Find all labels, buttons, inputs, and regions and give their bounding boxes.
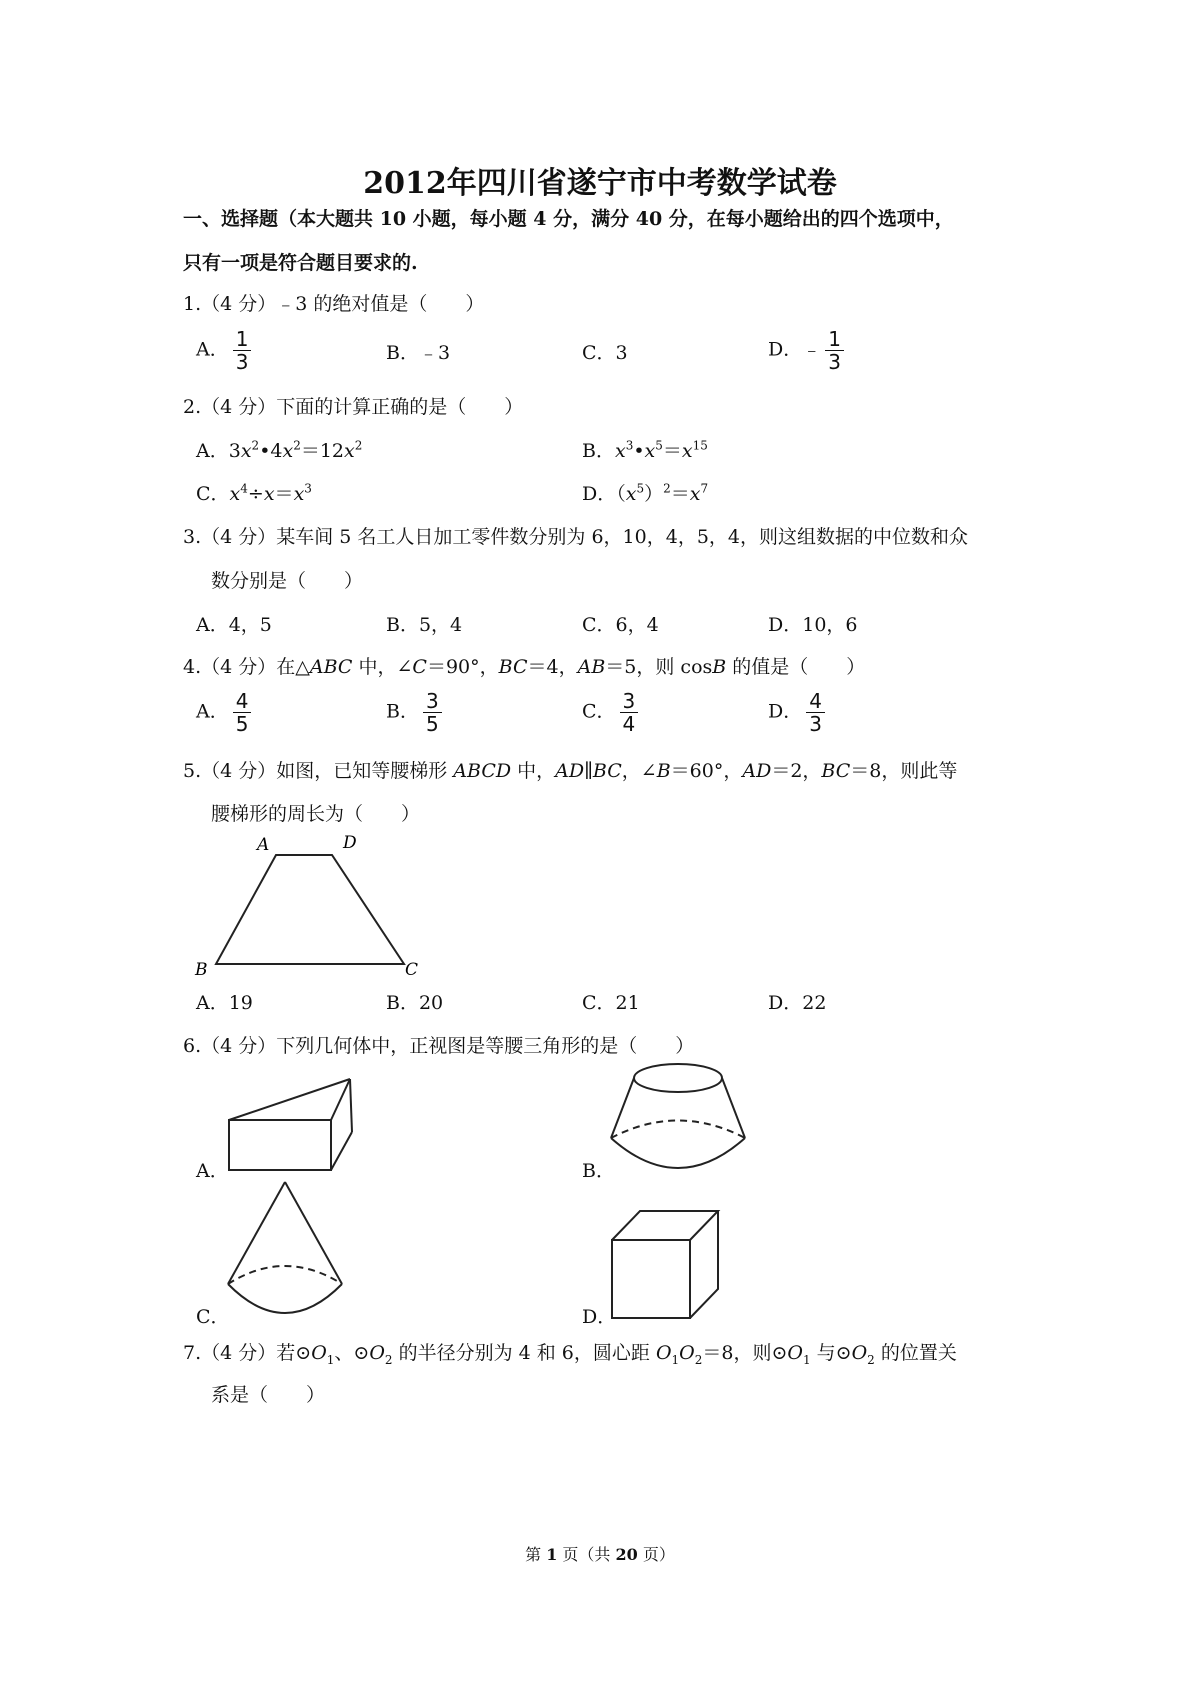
q6-option-a: A．: [196, 1160, 229, 1182]
q7-circle-o: O: [369, 1342, 385, 1364]
q4-stem-part: 的值是（ ）: [726, 656, 866, 678]
q5-option-c: C．21: [582, 992, 640, 1014]
q2-option-c: C．$x^4\div x=x^3$: [196, 481, 312, 505]
q7-subscript: 2: [384, 1352, 393, 1367]
q5-stem-part: ＝60°，: [670, 760, 743, 782]
q2-stem: 2.（4 分）下面的计算正确的是（ ）: [183, 396, 524, 418]
q1-d-den: 3: [828, 350, 841, 374]
q3-option-a: A．4，5: [196, 614, 272, 636]
q5-stem-line1: [183, 756, 957, 783]
q5-stem-part: ，∠: [621, 760, 657, 782]
q7-stem-part: 与⊙: [810, 1342, 852, 1364]
q5-segment-ad: AD: [742, 760, 772, 782]
q5-segment-ad: AD: [555, 760, 585, 782]
q5-option-b: B．20: [386, 992, 444, 1014]
q5-parallel-symbol: ∥: [584, 760, 593, 782]
q7-subscript: 1: [671, 1352, 680, 1367]
q4-segment-ab: AB: [577, 656, 606, 678]
prism-top-edge: [229, 1079, 350, 1120]
q6-figure-a-prism: [225, 1075, 365, 1175]
q7-stem-line1: [183, 1338, 957, 1367]
cone-hidden-arc: [228, 1266, 342, 1284]
q4-d-fraction: [806, 690, 825, 735]
q4-c-den: 4: [622, 712, 636, 736]
q4-a-num: 4: [233, 690, 252, 713]
q3-stem-line1: 3.（4 分）某车间 5 名工人日加工零件数分别为 6，10，4，5，4，则这组数据的中位数和众: [183, 526, 968, 548]
q1-option-a: [196, 328, 251, 373]
section-heading-line2: 只有一项是符合题目要求的.: [183, 252, 418, 274]
trapezoid-shape: [216, 855, 404, 964]
q5-trapezoid-name: ABCD: [453, 760, 512, 782]
q5-stem-part: 中，: [511, 760, 556, 782]
q3-option-d: D．10，6: [768, 614, 858, 636]
q4-a-label: A．: [196, 700, 229, 723]
q6-option-d: D．: [582, 1306, 617, 1328]
q6-figure-d-cube: [608, 1207, 723, 1322]
q4-a-fraction: [233, 690, 252, 735]
vertex-b-label: B: [195, 960, 208, 980]
q1-option-b: B．﹣3: [386, 342, 451, 364]
frustum-side-edge: [722, 1078, 745, 1138]
page-title: 2012年四川省遂宁市中考数学试卷: [363, 166, 837, 201]
q4-triangle-name: ABC: [309, 656, 353, 678]
prism-side-edge: [350, 1079, 352, 1132]
frustum-top-ellipse: [634, 1064, 722, 1092]
prism-front-face: [229, 1120, 331, 1170]
q1-d-fraction: [825, 328, 844, 373]
q2-option-a: A．$3x^2•4x^2=12x^2$: [196, 438, 363, 462]
q1-a-label: A．: [196, 338, 229, 361]
q5-trapezoid-figure: [185, 830, 445, 990]
section-heading-line1: 一、选择题（本大题共 10 小题，每小题 4 分，满分 40 分，在每小题给出的四个选项中，: [183, 208, 954, 230]
footer-total-pages: 20: [615, 1545, 638, 1564]
prism-side-edge: [331, 1132, 352, 1170]
q1-stem: 1.（4 分）﹣3 的绝对值是（ ）: [183, 293, 485, 315]
q4-d-label: D．: [768, 700, 803, 723]
q3-stem-line2: 数分别是（ ）: [211, 570, 364, 592]
q5-stem-line2: 腰梯形的周长为（ ）: [211, 803, 421, 825]
q6-stem: 6.（4 分）下列几何体中，正视图是等腰三角形的是（ ）: [183, 1035, 695, 1057]
q7-stem-part: 的半径分别为 4 和 6，圆心距: [392, 1342, 656, 1364]
q4-d-num: 4: [806, 690, 825, 713]
q5-segment-bc: BC: [821, 760, 851, 782]
q4-d-den: 3: [809, 712, 822, 736]
q6-figure-b-frustum: [603, 1058, 753, 1183]
footer-part: 页（共: [557, 1545, 616, 1564]
q7-circle-o: O: [851, 1342, 868, 1364]
q4-stem-part: 4.（4 分）在△: [183, 656, 310, 678]
q7-circle-o: O: [787, 1342, 803, 1364]
q1-a-fraction: [233, 328, 252, 373]
frustum-side-edge: [611, 1078, 634, 1138]
q6-figure-c-cone: [222, 1178, 352, 1323]
q4-c-label: C．: [582, 700, 616, 723]
q5-angle-b: B: [656, 760, 671, 782]
cone-side-edge: [228, 1182, 285, 1284]
q5-stem-part: 5.（4 分）如图，已知等腰梯形: [183, 760, 454, 782]
q2-a-label: A．: [196, 440, 229, 462]
cone-side-edge: [285, 1182, 342, 1284]
q2-option-d: D．$(x^5)^2=x^7$: [582, 481, 709, 505]
q2-d-label: D．: [582, 483, 617, 505]
q1-a-den: 3: [235, 350, 249, 374]
q5-segment-bc: BC: [592, 760, 622, 782]
cone-bottom-arc: [228, 1284, 342, 1313]
q5-stem-part: ＝2，: [771, 760, 822, 782]
q4-a-den: 5: [235, 712, 249, 736]
q4-angle-name: C: [412, 656, 427, 678]
q3-option-c: C．6，4: [582, 614, 659, 636]
q5-option-d: D．22: [768, 992, 827, 1014]
cube-side-face: [690, 1211, 718, 1318]
q4-stem: [183, 652, 865, 679]
q7-stem-part: ＝8，则⊙: [702, 1342, 788, 1364]
q4-stem-part: ＝5，则 cos: [605, 656, 713, 678]
q6-option-c: C．: [196, 1306, 230, 1328]
footer-page-number: 1: [546, 1545, 558, 1564]
q7-subscript: 1: [802, 1352, 811, 1367]
q1-d-num: 1: [825, 328, 844, 351]
vertex-a-label: A: [257, 835, 270, 855]
q4-c-fraction: [620, 690, 639, 735]
q7-circle-o: O: [655, 1342, 672, 1364]
q7-circle-o: O: [311, 1342, 327, 1364]
q6-option-b: B．: [582, 1160, 615, 1182]
vertex-c-label: C: [405, 960, 419, 980]
q4-b-fraction: [423, 690, 442, 735]
footer-part: 页）: [637, 1545, 675, 1564]
q4-b-den: 5: [425, 712, 439, 736]
q4-option-d: [768, 690, 825, 735]
q7-circle-o: O: [679, 1342, 695, 1364]
q7-stem-part: 的位置关: [874, 1342, 957, 1364]
q4-stem-part: ＝90°，: [426, 656, 499, 678]
q7-subscript: 2: [867, 1352, 875, 1367]
q7-stem-part: 7.（4 分）若⊙: [183, 1342, 312, 1364]
q3-option-b: B．5，4: [386, 614, 463, 636]
q7-stem-part: 、⊙: [334, 1342, 370, 1364]
q4-stem-part: 中，∠: [352, 656, 413, 678]
frustum-bottom-arc: [611, 1138, 745, 1168]
q4-option-b: [386, 690, 442, 735]
q4-option-a: [196, 690, 251, 735]
q2-option-b: B．$x^3•x^5=x^{15}$: [582, 438, 708, 462]
q2-c-label: C．: [196, 483, 230, 505]
q7-subscript: 1: [326, 1352, 335, 1367]
q4-stem-part: ＝4，: [527, 656, 578, 678]
cube-front-face: [612, 1240, 690, 1318]
q4-c-num: 3: [620, 690, 639, 713]
q1-option-d: [768, 328, 844, 373]
q1-a-num: 1: [233, 328, 252, 351]
q5-option-a: A．19: [196, 992, 253, 1014]
frustum-hidden-arc: [611, 1121, 745, 1139]
q5-stem-part: ＝8，则此等: [850, 760, 958, 782]
q2-b-label: B．: [582, 440, 615, 462]
q7-stem-line2: 系是（ ）: [211, 1384, 326, 1406]
footer-part: 第: [525, 1545, 547, 1564]
vertex-d-label: D: [343, 833, 357, 853]
q4-b-label: B．: [386, 700, 419, 723]
q1-option-c: C．3: [582, 342, 628, 364]
q4-angle-b: B: [712, 656, 727, 678]
q1-d-label: D．﹣: [768, 338, 822, 361]
q7-subscript: 2: [694, 1352, 703, 1367]
q4-segment-bc: BC: [498, 656, 528, 678]
q4-b-num: 3: [423, 690, 442, 713]
q4-option-c: [582, 690, 638, 735]
page-footer: [0, 1542, 1200, 1565]
cube-top-face: [612, 1211, 718, 1240]
